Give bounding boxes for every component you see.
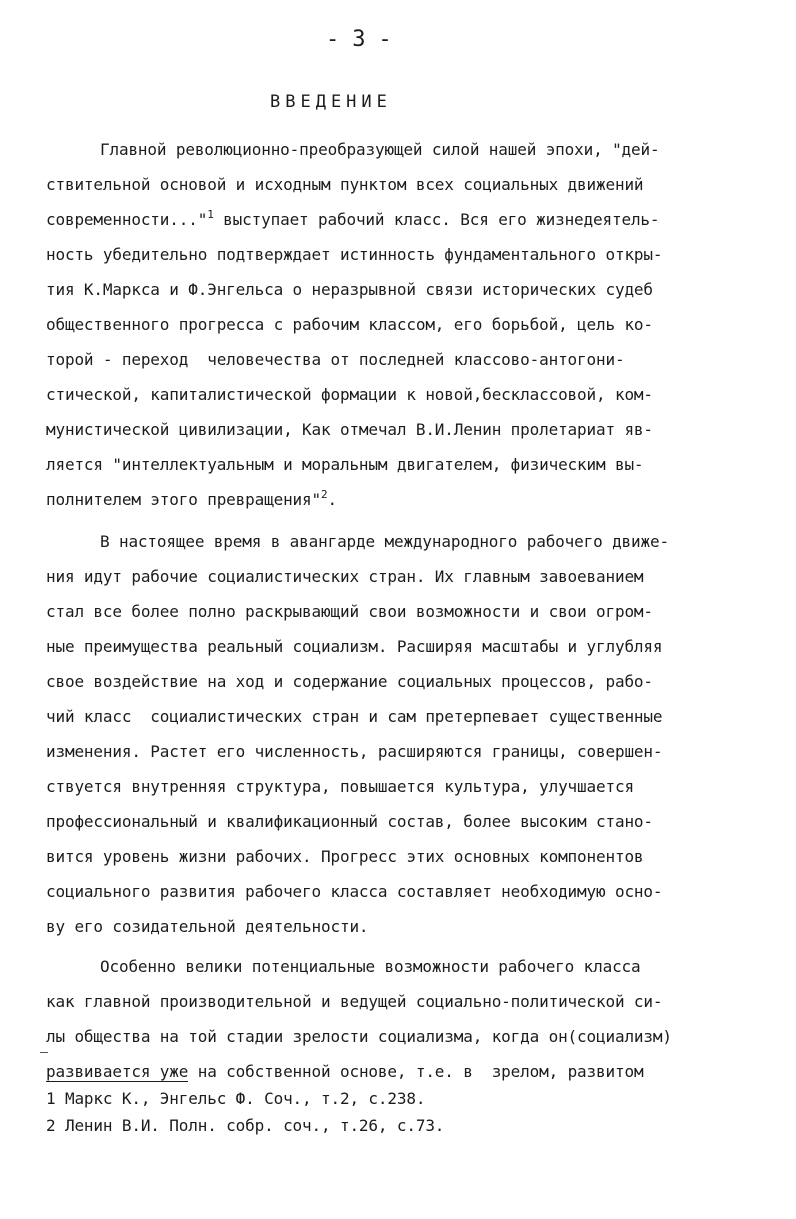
text-segment: на собственной основе, т.е. в зрелом, развитом	[188, 1062, 644, 1081]
text-line: ву его созидательной деятельности.	[46, 917, 369, 936]
text-line: изменения. Растет его численность, расширяются границы, совершен-	[46, 742, 663, 761]
text-line: Особенно велики потенциальные возможности рабочего класса	[100, 957, 641, 976]
footnote-ref: 2	[321, 488, 328, 501]
text-line-with-footnote-ref	[46, 490, 337, 510]
margin-mark	[40, 1052, 48, 1053]
text-line: ствительной основой и исходным пунктом всех социальных движений	[46, 175, 644, 194]
section-heading: ВВЕДЕНИЕ	[270, 92, 392, 112]
text-line: как главной производительной и ведущей социально-политической си-	[46, 992, 663, 1011]
text-line: ляется "интеллектуальным и моральным двигателем, физическим вы-	[46, 455, 644, 474]
text-line: общественного прогресса с рабочим классом, его борьбой, цель ко-	[46, 315, 653, 334]
text-line-with-footnote-ref	[46, 210, 659, 230]
footnote-2: 2 Ленин В.И. Полн. собр. соч., т.26, с.73.	[46, 1116, 445, 1135]
text-line: ния идут рабочие социалистических стран. Их главным завоеванием	[46, 567, 644, 586]
text-line: торой - переход человечества от последней классово-антогони-	[46, 350, 625, 369]
text-segment: полнителем этого превращения"	[46, 490, 322, 509]
underlined-text: развивается уже	[46, 1062, 189, 1081]
text-line: ность убедительно подтверждает истинность фундаментального откры-	[46, 245, 663, 264]
text-line-underlined-start	[46, 1062, 643, 1082]
text-line: стической, капиталистической формации к новой,бесклассовой, ком-	[46, 385, 653, 404]
text-line: лы общества на той стадии зрелости социализма, когда он(социализм)	[46, 1027, 672, 1046]
text-line: мунистической цивилизации, Как отмечал В.И.Ленин пролетариат яв-	[46, 420, 653, 439]
text-line: В настоящее время в авангарде международного рабочего движе-	[100, 532, 669, 551]
text-line: тия К.Маркса и Ф.Энгельса о неразрывной связи исторических судеб	[46, 280, 653, 299]
footnote-1: 1 Маркс К., Энгельс Ф. Соч., т.2, с.238.	[46, 1089, 426, 1108]
text-line: ные преимущества реальный социализм. Расширяя масштабы и углубляя	[46, 637, 663, 656]
page-number: - 3 -	[326, 27, 392, 52]
text-line: вится уровень жизни рабочих. Прогресс этих основных компонентов	[46, 847, 644, 866]
text-line: социального развития рабочего класса составляет необходимую осно-	[46, 882, 663, 901]
footnote-ref: 1	[207, 208, 214, 221]
text-segment: .	[327, 490, 337, 509]
text-line: профессиональный и квалификационный состав, более высоким стано-	[46, 812, 653, 831]
text-line: ствуется внутренняя структура, повышается культура, улучшается	[46, 777, 634, 796]
text-line: свое воздействие на ход и содержание социальных процессов, рабо-	[46, 672, 653, 691]
text-segment: современности..."	[46, 210, 208, 229]
text-segment: выступает рабочий класс. Вся его жизнедеятель-	[213, 210, 660, 229]
text-line: чий класс социалистических стран и сам претерпевает существенные	[46, 707, 663, 726]
text-line: стал все более полно раскрывающий свои возможности и свои огром-	[46, 602, 653, 621]
text-line: Главной революционно-преобразующей силой нашей эпохи, "дей-	[100, 140, 660, 159]
